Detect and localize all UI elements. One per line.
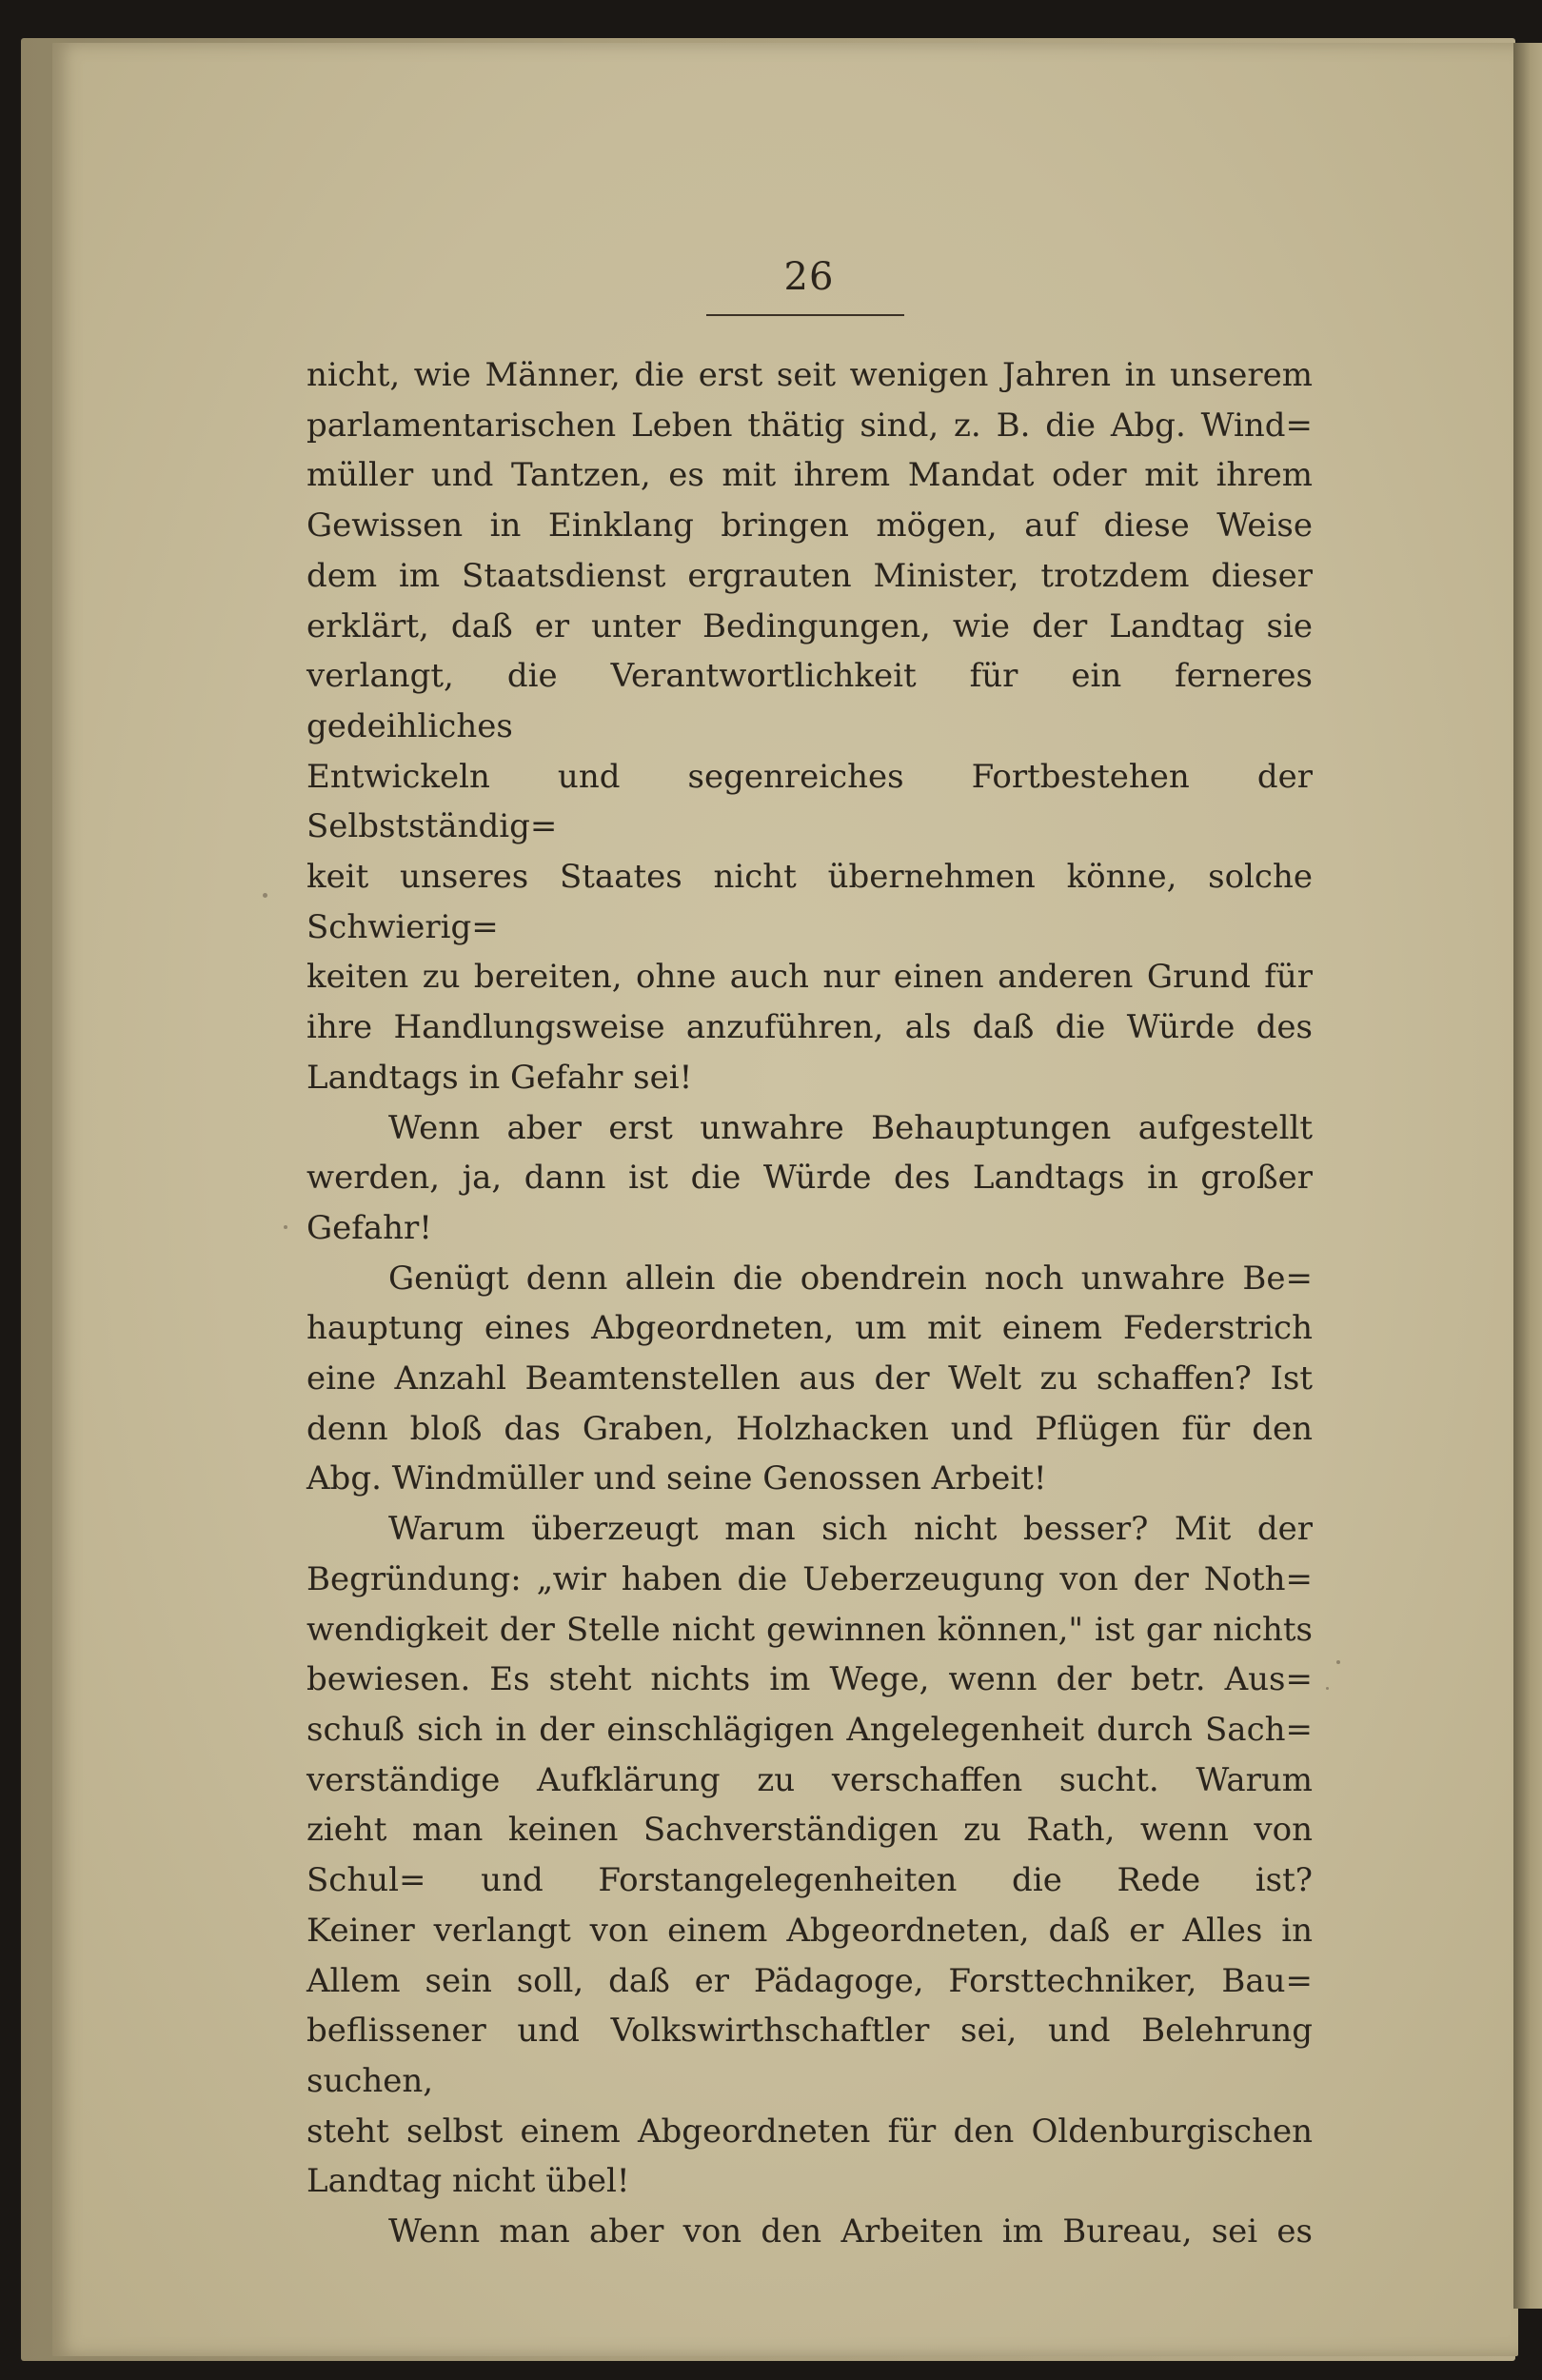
text-line: keit unseres Staates nicht übernehmen könne, solche Schwierig=	[306, 858, 1313, 946]
text-line: hauptung eines Abgeordneten, um mit einem Federstrich	[306, 1309, 1313, 1348]
text-line: werden, ja, dann ist die Würde des Landtags in großer	[306, 1159, 1313, 1198]
text-line: zieht man keinen Sachverständigen zu Rath, wenn von	[306, 1811, 1313, 1850]
text-line: Keiner verlangt von einem Abgeordneten, daß er Alles in	[306, 1911, 1313, 1950]
text-line: beflissener und Volkswirthschaftler sei, und Belehrung suchen,	[306, 2012, 1313, 2100]
text-line: ihre Handlungsweise anzuführen, als daß die Würde des	[306, 1008, 1313, 1047]
text-line: denn bloß das Graben, Holzhacken und Pflügen für den	[306, 1409, 1313, 1448]
text-line: Wenn aber erst unwahre Behauptungen aufgestellt	[388, 1108, 1313, 1147]
text-line: Warum überzeugt man sich nicht besser? Mit der	[388, 1510, 1313, 1549]
text-line: dem im Staatsdienst ergrauten Minister, trotzdem dieser	[306, 556, 1313, 595]
text-line: erklärt, daß er unter Bedingungen, wie der Landtag sie	[306, 606, 1313, 645]
text-line: steht selbst einem Abgeordneten für den Oldenburgischen	[306, 2112, 1313, 2151]
body-text	[306, 350, 1313, 2257]
text-line: Wenn man aber von den Arbeiten im Bureau, sei es	[388, 2212, 1313, 2251]
text-line: eine Anzahl Beamtenstellen aus der Welt zu schaffen? Ist	[306, 1359, 1313, 1398]
text-line: verlangt, die Verantwortlichkeit für ein ferneres gedeihliches	[306, 657, 1313, 745]
paper-speck	[284, 1225, 287, 1229]
header-rule	[706, 314, 904, 316]
text-line: nicht, wie Männer, die erst seit wenigen Jahren in unserem	[306, 356, 1313, 394]
text-line: Gefahr!	[306, 1208, 432, 1247]
text-line: parlamentarischen Leben thätig sind, z. B. die Abg. Wind=	[306, 406, 1313, 445]
text-line: müller und Tantzen, es mit ihrem Mandat oder mit ihrem	[306, 456, 1313, 495]
text-line: wendigkeit der Stelle nicht gewinnen können," ist gar nichts	[306, 1610, 1313, 1649]
paper-speck	[1336, 1660, 1340, 1664]
paper-speck	[263, 893, 267, 898]
text-line: Begründung: „wir haben die Ueberzeugung von der Noth=	[306, 1559, 1313, 1598]
text-line: schuß sich in der einschlägigen Angelegenheit durch Sach=	[306, 1710, 1313, 1749]
text-line: Schul= und Forstangelegenheiten die Rede ist?	[306, 1861, 1313, 1900]
paper-speck	[1326, 1687, 1329, 1690]
text-line: bewiesen. Es steht nichts im Wege, wenn der betr. Aus=	[306, 1660, 1313, 1699]
text-line: Genügt denn allein die obendrein noch unwahre Be=	[388, 1259, 1313, 1298]
opposite-page-edge	[1513, 43, 1542, 2309]
page-number: 26	[783, 255, 835, 299]
text-line: Gewissen in Einklang bringen mögen, auf diese Weise	[306, 506, 1313, 545]
text-line: Abg. Windmüller und seine Genossen Arbeit!	[306, 1459, 1047, 1498]
text-line: Entwickeln und segenreiches Fortbestehen der Selbstständig=	[306, 757, 1313, 846]
text-line: Landtags in Gefahr sei!	[306, 1058, 693, 1097]
text-line: Landtag nicht übel!	[306, 2162, 630, 2201]
text-line: Allem sein soll, daß er Pädagoge, Forsttechniker, Bau=	[306, 1961, 1313, 2000]
text-line: verständige Aufklärung zu verschaffen sucht. Warum	[306, 1760, 1313, 1799]
text-line: keiten zu bereiten, ohne auch nur einen anderen Grund für	[306, 958, 1313, 997]
